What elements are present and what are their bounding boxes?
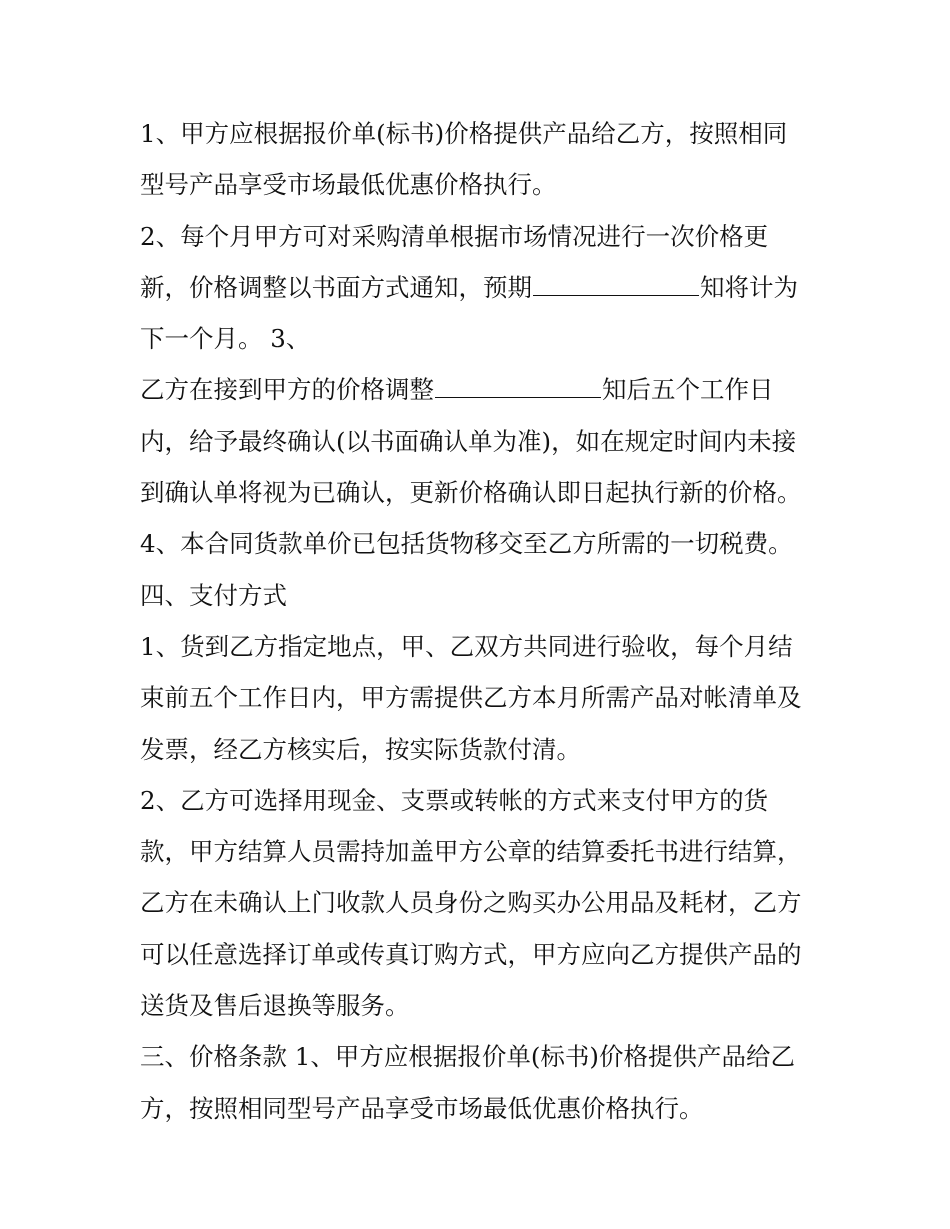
- text-segment: 知后五个工作日: [602, 375, 774, 405]
- text-line: 2、乙方可选择用现金、支票或转帐的方式来支付甲方的货: [140, 785, 769, 815]
- text-line: 乙方在未确认上门收款人员身份之购买办公用品及耗材，乙方: [140, 888, 802, 918]
- fill-in-blank: [533, 275, 699, 296]
- text-line: 束前五个工作日内，甲方需提供乙方本月所需产品对帐清单及: [140, 683, 802, 713]
- text-line: 1、货到乙方指定地点，甲、乙双方共同进行验收，每个月结: [140, 631, 793, 661]
- text-line: 方，按照相同型号产品享受市场最低优惠价格执行。: [140, 1093, 704, 1123]
- text-line: 内，给予最终确认(以书面确认单为准)，如在规定时间内未接: [140, 426, 797, 456]
- section-heading: 四、支付方式: [140, 580, 287, 610]
- text-line: 下一个月。 3、: [140, 324, 311, 354]
- text-line: [140, 262, 820, 313]
- text-line: 到确认单将视为已确认，更新价格确认即日起执行新的价格。: [140, 478, 802, 508]
- fill-in-blank: [435, 377, 601, 398]
- text-line: [140, 364, 820, 415]
- text-segment: 乙方在接到甲方的价格调整: [140, 375, 434, 405]
- text-line: 款，甲方结算人员需持加盖甲方公章的结算委托书进行结算，: [140, 837, 802, 867]
- text-line: 2、每个月甲方可对采购清单根据市场情况进行一次价格更: [140, 221, 769, 251]
- text-line: 三、价格条款 1、甲方应根据报价单(标书)价格提供产品给乙: [140, 1042, 795, 1072]
- text-line: 4、本合同货款单价已包括货物移交至乙方所需的一切税费。: [140, 529, 793, 559]
- text-segment: 知将计为: [700, 272, 798, 302]
- text-line: 可以任意选择订单或传真订购方式，甲方应向乙方提供产品的: [140, 939, 802, 969]
- text-line: 发票，经乙方核实后，按实际货款付清。: [140, 734, 581, 764]
- text-line: 1、甲方应根据报价单(标书)价格提供产品给乙方，按照相同: [140, 119, 788, 148]
- text-segment: 新，价格调整以书面方式通知，预期: [140, 272, 532, 302]
- text-line: 型号产品享受市场最低优惠价格执行。: [140, 170, 557, 200]
- text-line: 送货及售后退换等服务。: [140, 991, 410, 1021]
- contract-text: [140, 108, 820, 1134]
